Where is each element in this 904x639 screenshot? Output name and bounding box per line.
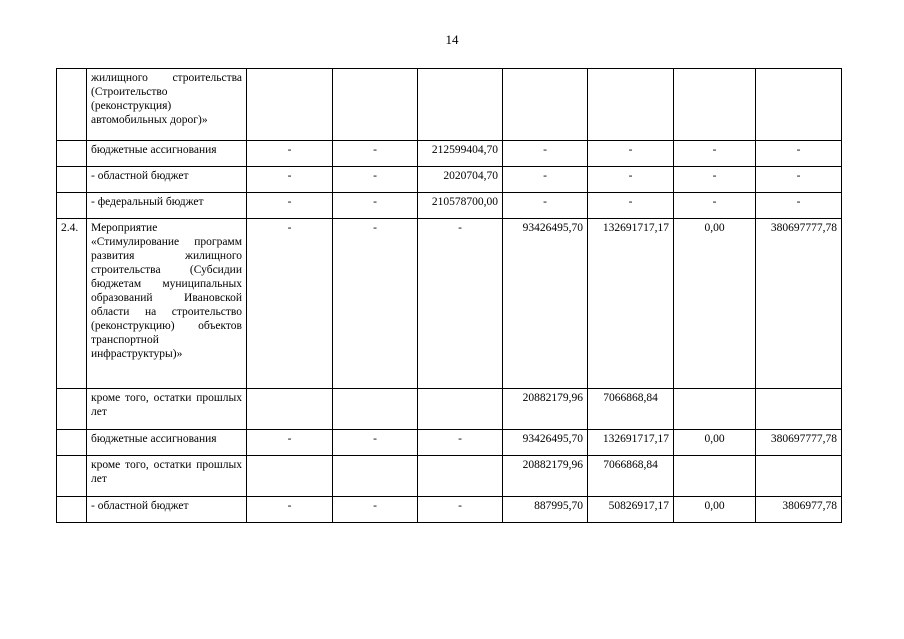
cell: - [756,193,842,219]
table-row [57,389,842,430]
budget-table [56,68,842,523]
cell: - [333,219,418,389]
cell: - [333,167,418,193]
table-row [57,141,842,167]
cell: 132691717,17 [588,430,674,456]
cell: - [247,141,333,167]
cell: 380697777,78 [756,430,842,456]
cell: 2020704,70 [418,167,503,193]
cell [674,389,756,430]
cell [333,389,418,430]
row-index [57,389,87,430]
cell: 93426495,70 [503,219,588,389]
cell: - [418,430,503,456]
cell: - [333,497,418,523]
cell [756,389,842,430]
row-label: - областной бюджет [87,167,247,193]
cell: - [247,497,333,523]
row-label: кроме того, остатки прошлых лет [87,389,247,430]
cell: - [333,193,418,219]
cell [247,456,333,497]
row-index [57,430,87,456]
row-index [57,141,87,167]
cell: 0,00 [674,497,756,523]
cell: 3806977,78 [756,497,842,523]
row-label: кроме того, остатки прошлых лет [87,456,247,497]
cell: - [247,167,333,193]
cell: - [674,141,756,167]
cell: 50826917,17 [588,497,674,523]
cell [418,69,503,141]
row-index: 2.4. [57,219,87,389]
table-row [57,430,842,456]
cell [756,456,842,497]
cell [247,389,333,430]
row-label: - федеральный бюджет [87,193,247,219]
cell: - [503,193,588,219]
cell: 0,00 [674,430,756,456]
cell: - [418,497,503,523]
cell: 132691717,17 [588,219,674,389]
cell: - [333,430,418,456]
row-label: бюджетные ассигнования [87,141,247,167]
cell [674,69,756,141]
row-index [57,167,87,193]
cell: - [503,167,588,193]
cell [333,456,418,497]
cell: - [333,141,418,167]
row-index [57,69,87,141]
cell [418,456,503,497]
cell: 20882179,96 [503,456,588,497]
row-label: жилищного строительства (Строительство (реконструкция) автомобильных дорог)» [87,69,247,141]
row-label: Мероприятие «Стимулирование программ развития жилищного строительства (Субсидии бюджетам муниципальных образований Ивановской области на строительство (реконструкцию) объектов транспортной инфраструктуры)» [87,219,247,389]
cell: 20882179,96 [503,389,588,430]
cell [333,69,418,141]
row-index [57,193,87,219]
cell: - [588,193,674,219]
table-row [57,456,842,497]
row-index [57,456,87,497]
cell [418,389,503,430]
cell: 93426495,70 [503,430,588,456]
cell [756,69,842,141]
cell [674,456,756,497]
table-row [57,219,842,389]
cell: 0,00 [674,219,756,389]
cell: - [756,167,842,193]
row-label: - областной бюджет [87,497,247,523]
cell: - [674,167,756,193]
table-row [57,497,842,523]
table-row [57,167,842,193]
cell: 380697777,78 [756,219,842,389]
cell: - [247,219,333,389]
cell [247,69,333,141]
cell: - [503,141,588,167]
cell: - [247,430,333,456]
row-label: бюджетные ассигнования [87,430,247,456]
cell: 7066868,84 [588,456,674,497]
cell [588,69,674,141]
page-number: 14 [445,32,459,47]
cell: - [756,141,842,167]
cell: - [418,219,503,389]
row-index [57,497,87,523]
cell: - [674,193,756,219]
cell: 7066868,84 [588,389,674,430]
table-row [57,193,842,219]
cell: 887995,70 [503,497,588,523]
cell: 210578700,00 [418,193,503,219]
cell: - [588,141,674,167]
cell: - [588,167,674,193]
cell [503,69,588,141]
cell: - [247,193,333,219]
table-row [57,69,842,141]
cell: 212599404,70 [418,141,503,167]
